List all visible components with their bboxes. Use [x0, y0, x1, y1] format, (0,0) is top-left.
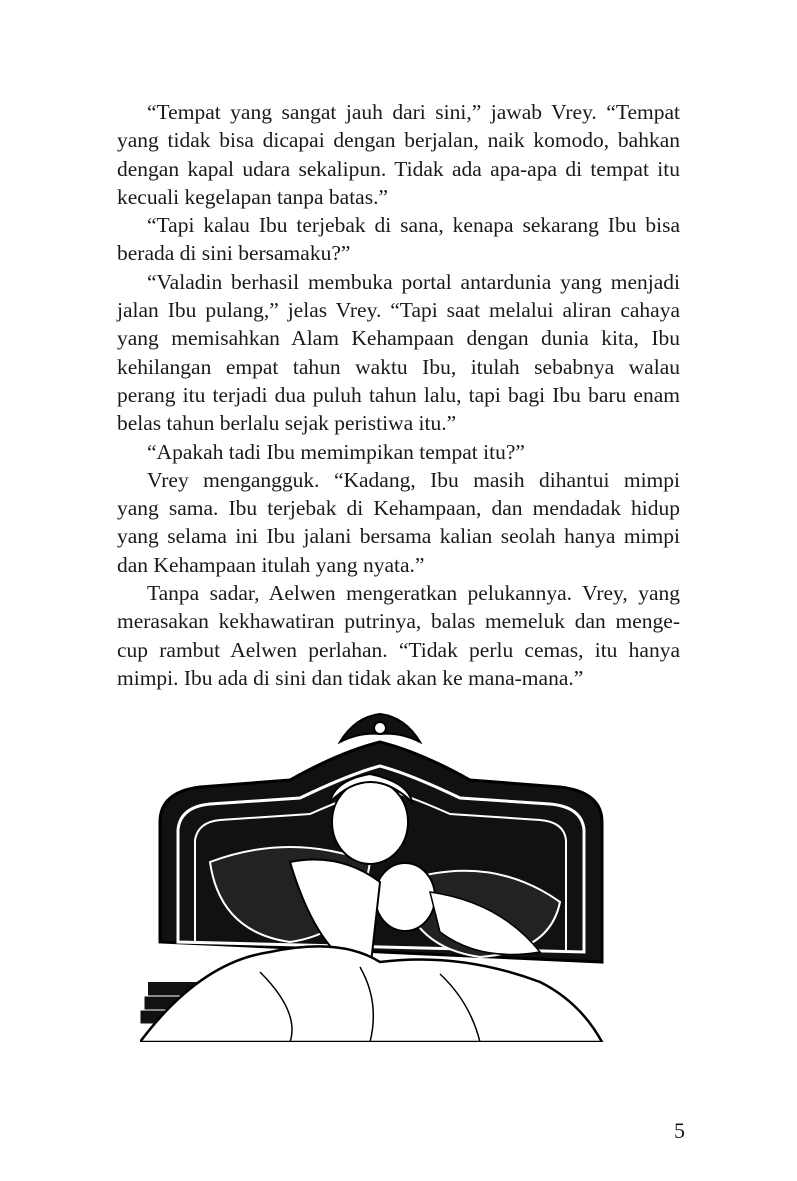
- text-line: “Valadin berhasil membuka portal antardunia yang menjadi: [147, 269, 680, 294]
- body-text: [117, 98, 680, 692]
- text-line: berada di sini bersamaku?”: [117, 241, 351, 266]
- text-line: merasakan kekhawatiran putrinya, balas memeluk dan menge-: [117, 609, 680, 634]
- text-line: kecuali kegelapan tanpa batas.”: [117, 184, 388, 209]
- text-line: perang itu terjadi dua puluh tahun lalu, tapi bagi Ibu baru enam: [117, 382, 680, 407]
- text-line: kehilangan empat tahun waktu Ibu, itulah sebabnya walau: [117, 354, 680, 379]
- text-line: “Apakah tadi Ibu memimpikan tempat itu?”: [147, 439, 525, 464]
- text-line: yang tidak bisa dicapai dengan berjalan, naik komodo, bahkan: [117, 128, 680, 153]
- text-line: “Tapi kalau Ibu terjebak di sana, kenapa sekarang Ibu bisa: [147, 213, 680, 238]
- page-number: 5: [674, 1118, 685, 1143]
- bed-embrace-illustration: [140, 712, 620, 1042]
- text-line: belas tahun berlalu sejak peristiwa itu.”: [117, 411, 457, 436]
- text-line: Vrey mengangguk. “Kadang, Ibu masih dihantui mimpi: [147, 467, 680, 492]
- text-line: dengan kapal udara sekalipun. Tidak ada apa-apa di tempat itu: [117, 156, 680, 181]
- text-line: cup rambut Aelwen perlahan. “Tidak perlu cemas, itu hanya: [117, 637, 680, 662]
- text-line: dan Kehampaan itulah yang nyata.”: [117, 552, 425, 577]
- text-line: mimpi. Ibu ada di sini dan tidak akan ke mana-mana.”: [117, 665, 584, 690]
- text-line: yang selama ini Ibu jalani bersama kalian seolah hanya mimpi: [117, 524, 680, 549]
- text-line: yang sama. Ibu terjebak di Kehampaan, dan mendadak hidup: [117, 496, 680, 521]
- text-line: jalan Ibu pulang,” jelas Vrey. “Tapi saat melalui aliran cahaya: [117, 298, 680, 323]
- text-line: yang memisahkan Alam Kehampaan dengan dunia kita, Ibu: [117, 326, 680, 351]
- text-line: “Tempat yang sangat jauh dari sini,” jawab Vrey. “Tempat: [147, 100, 680, 124]
- text-line: Tanpa sadar, Aelwen mengeratkan pelukannya. Vrey, yang: [147, 581, 680, 606]
